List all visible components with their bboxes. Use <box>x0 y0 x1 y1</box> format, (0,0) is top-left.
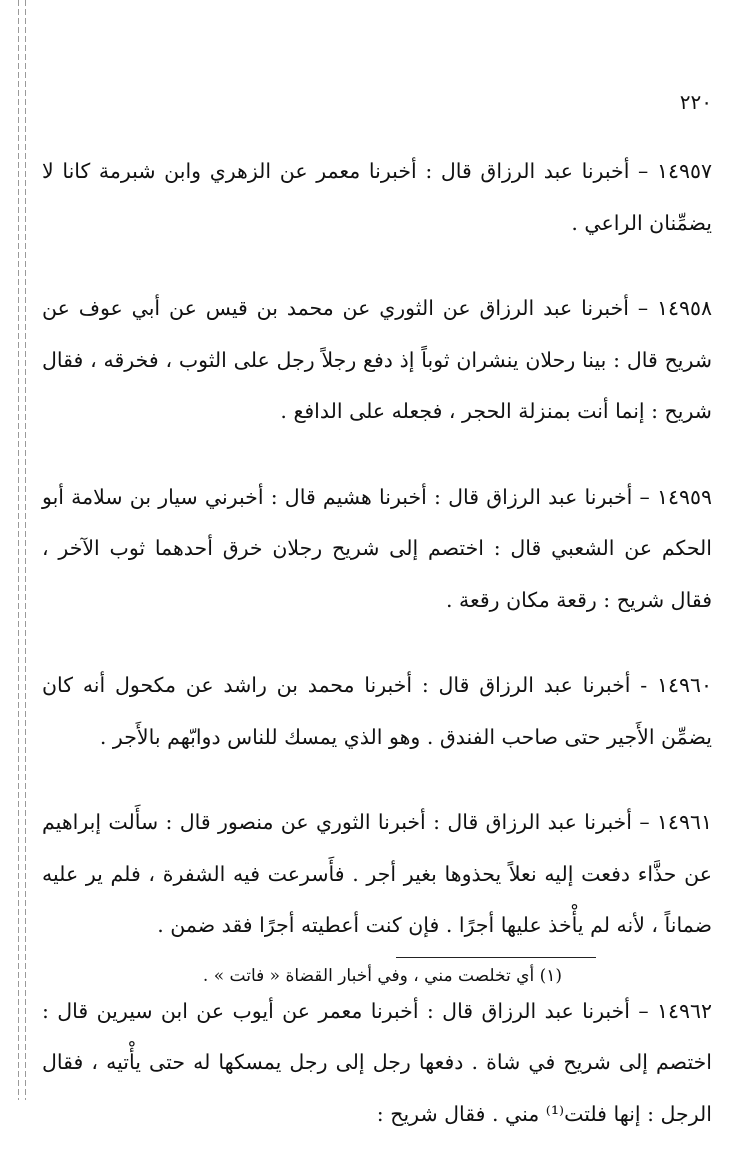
hadith-number: ١٤٩٦٠ <box>656 673 712 697</box>
hadith-text: أخبرنا عبد الرزاق قال : أخبرنا معمر عن الزهري وابن شبرمة كانا لا يضمِّنان الراعي . <box>42 159 712 235</box>
book-page <box>42 88 712 1174</box>
margin-rule-outer <box>18 0 19 1100</box>
hadith-14961: ١٤٩٦١ – أخبرنا عبد الرزاق قال : أخبرنا الثوري عن منصور قال : سأَلت إبراهيم عن حذَّاء دفعت إليه نعلاً يحذوها بغير أجر . فأَسرعت فيه الشفرة ، فلم ير عليه ضماناً ، لأنه لم يأْخذ عليها أجرًا . فإن كنت أعطيته أجرًا فقد ضمن . <box>42 810 712 937</box>
hadith-text: أخبرنا عبد الرزاق قال : أخبرنا معمر عن أيوب عن ابن سيرين قال : اختصم إلى شريح في شاة . دفعها رجل إلى رجل يمسكها له حتى يأْتيه ، فقال الرجل : إنها فلتت⁽¹⁾ مني . فقال شريح : <box>42 998 712 1126</box>
footnote-divider <box>396 957 596 958</box>
hadith-number: ١٤٩٥٨ <box>656 296 712 320</box>
hadith-14960: ١٤٩٦٠ - أخبرنا عبد الرزاق قال : أخبرنا محمد بن راشد عن مكحول أنه كان يضمِّن الأَجير حتى صاحب الفندق . وهو الذي يمسك للناس دوابّهم بالأَجر . <box>42 673 712 749</box>
hadith-text: أخبرنا عبد الرزاق عن الثوري عن محمد بن قيس عن أبي عوف عن شريح قال : بينا رحلان ينشران ثوباً إذ دفع رجلاً رجل على الثوب ، فخرقه ، فقال شريح : إنما أنت بمنزلة الحجر ، فجعله على الدافع . <box>42 296 712 423</box>
hadith-number: ١٤٩٥٧ <box>656 159 712 183</box>
hadith-14962: ١٤٩٦٢ – أخبرنا عبد الرزاق قال : أخبرنا معمر عن أيوب عن ابن سيرين قال : اختصم إلى شريح في شاة . دفعها رجل إلى رجل يمسكها له حتى يأْتيه ، فقال الرجل : إنها فلتت⁽¹⁾ مني . فقال شريح : <box>42 998 712 1126</box>
hadith-text: أخبرنا عبد الرزاق قال : أخبرنا محمد بن راشد عن مكحول أنه كان يضمِّن الأَجير حتى صاحب الفندق . وهو الذي يمسك للناس دوابّهم بالأَجر . <box>42 673 712 749</box>
page-number: ٢٢٠ <box>679 90 712 114</box>
hadith-number: ١٤٩٦١ <box>656 810 712 834</box>
hadith-14958: ١٤٩٥٨ – أخبرنا عبد الرزاق عن الثوري عن محمد بن قيس عن أبي عوف عن شريح قال : بينا رحلان ينشران ثوباً إذ دفع رجلاً رجل على الثوب ، فخرقه ، فقال شريح : إنما أنت بمنزلة الحجر ، فجعله على الدافع . <box>42 296 712 423</box>
hadith-14957: ١٤٩٥٧ – أخبرنا عبد الرزاق قال : أخبرنا معمر عن الزهري وابن شبرمة كانا لا يضمِّنان الراعي . <box>42 159 712 235</box>
hadith-number: ١٤٩٦٢ <box>656 998 712 1023</box>
hadith-14959: ١٤٩٥٩ – أخبرنا عبد الرزاق قال : أخبرنا هشيم قال : أخبرني سيار بن سلامة أبو الحكم عن الشعبي قال : اختصم إلى شريح رجلان خرق أحدهما ثوب الآخر ، فقال شريح : رقعة مكان رقعة . <box>42 484 712 612</box>
hadith-text: أخبرنا عبد الرزاق قال : أخبرنا الثوري عن منصور قال : سأَلت إبراهيم عن حذَّاء دفعت إليه نعلاً يحذوها بغير أجر . فأَسرعت فيه الشفرة ، فلم ير عليه ضماناً ، لأنه لم يأْخذ عليها أجرًا . فإن كنت أعطيته أجرًا فقد ضمن . <box>42 810 712 937</box>
hadith-number: ١٤٩٥٩ <box>656 484 712 509</box>
footnote: (١) أي تخلصت مني ، وفي أخبار القضاة « فاتت » . <box>202 966 562 986</box>
margin-rule-inner <box>25 0 26 1100</box>
hadith-text: أخبرنا عبد الرزاق قال : أخبرنا هشيم قال : أخبرني سيار بن سلامة أبو الحكم عن الشعبي قال : اختصم إلى شريح رجلان خرق أحدهما ثوب الآخر ، فقال شريح : رقعة مكان رقعة . <box>42 484 712 612</box>
